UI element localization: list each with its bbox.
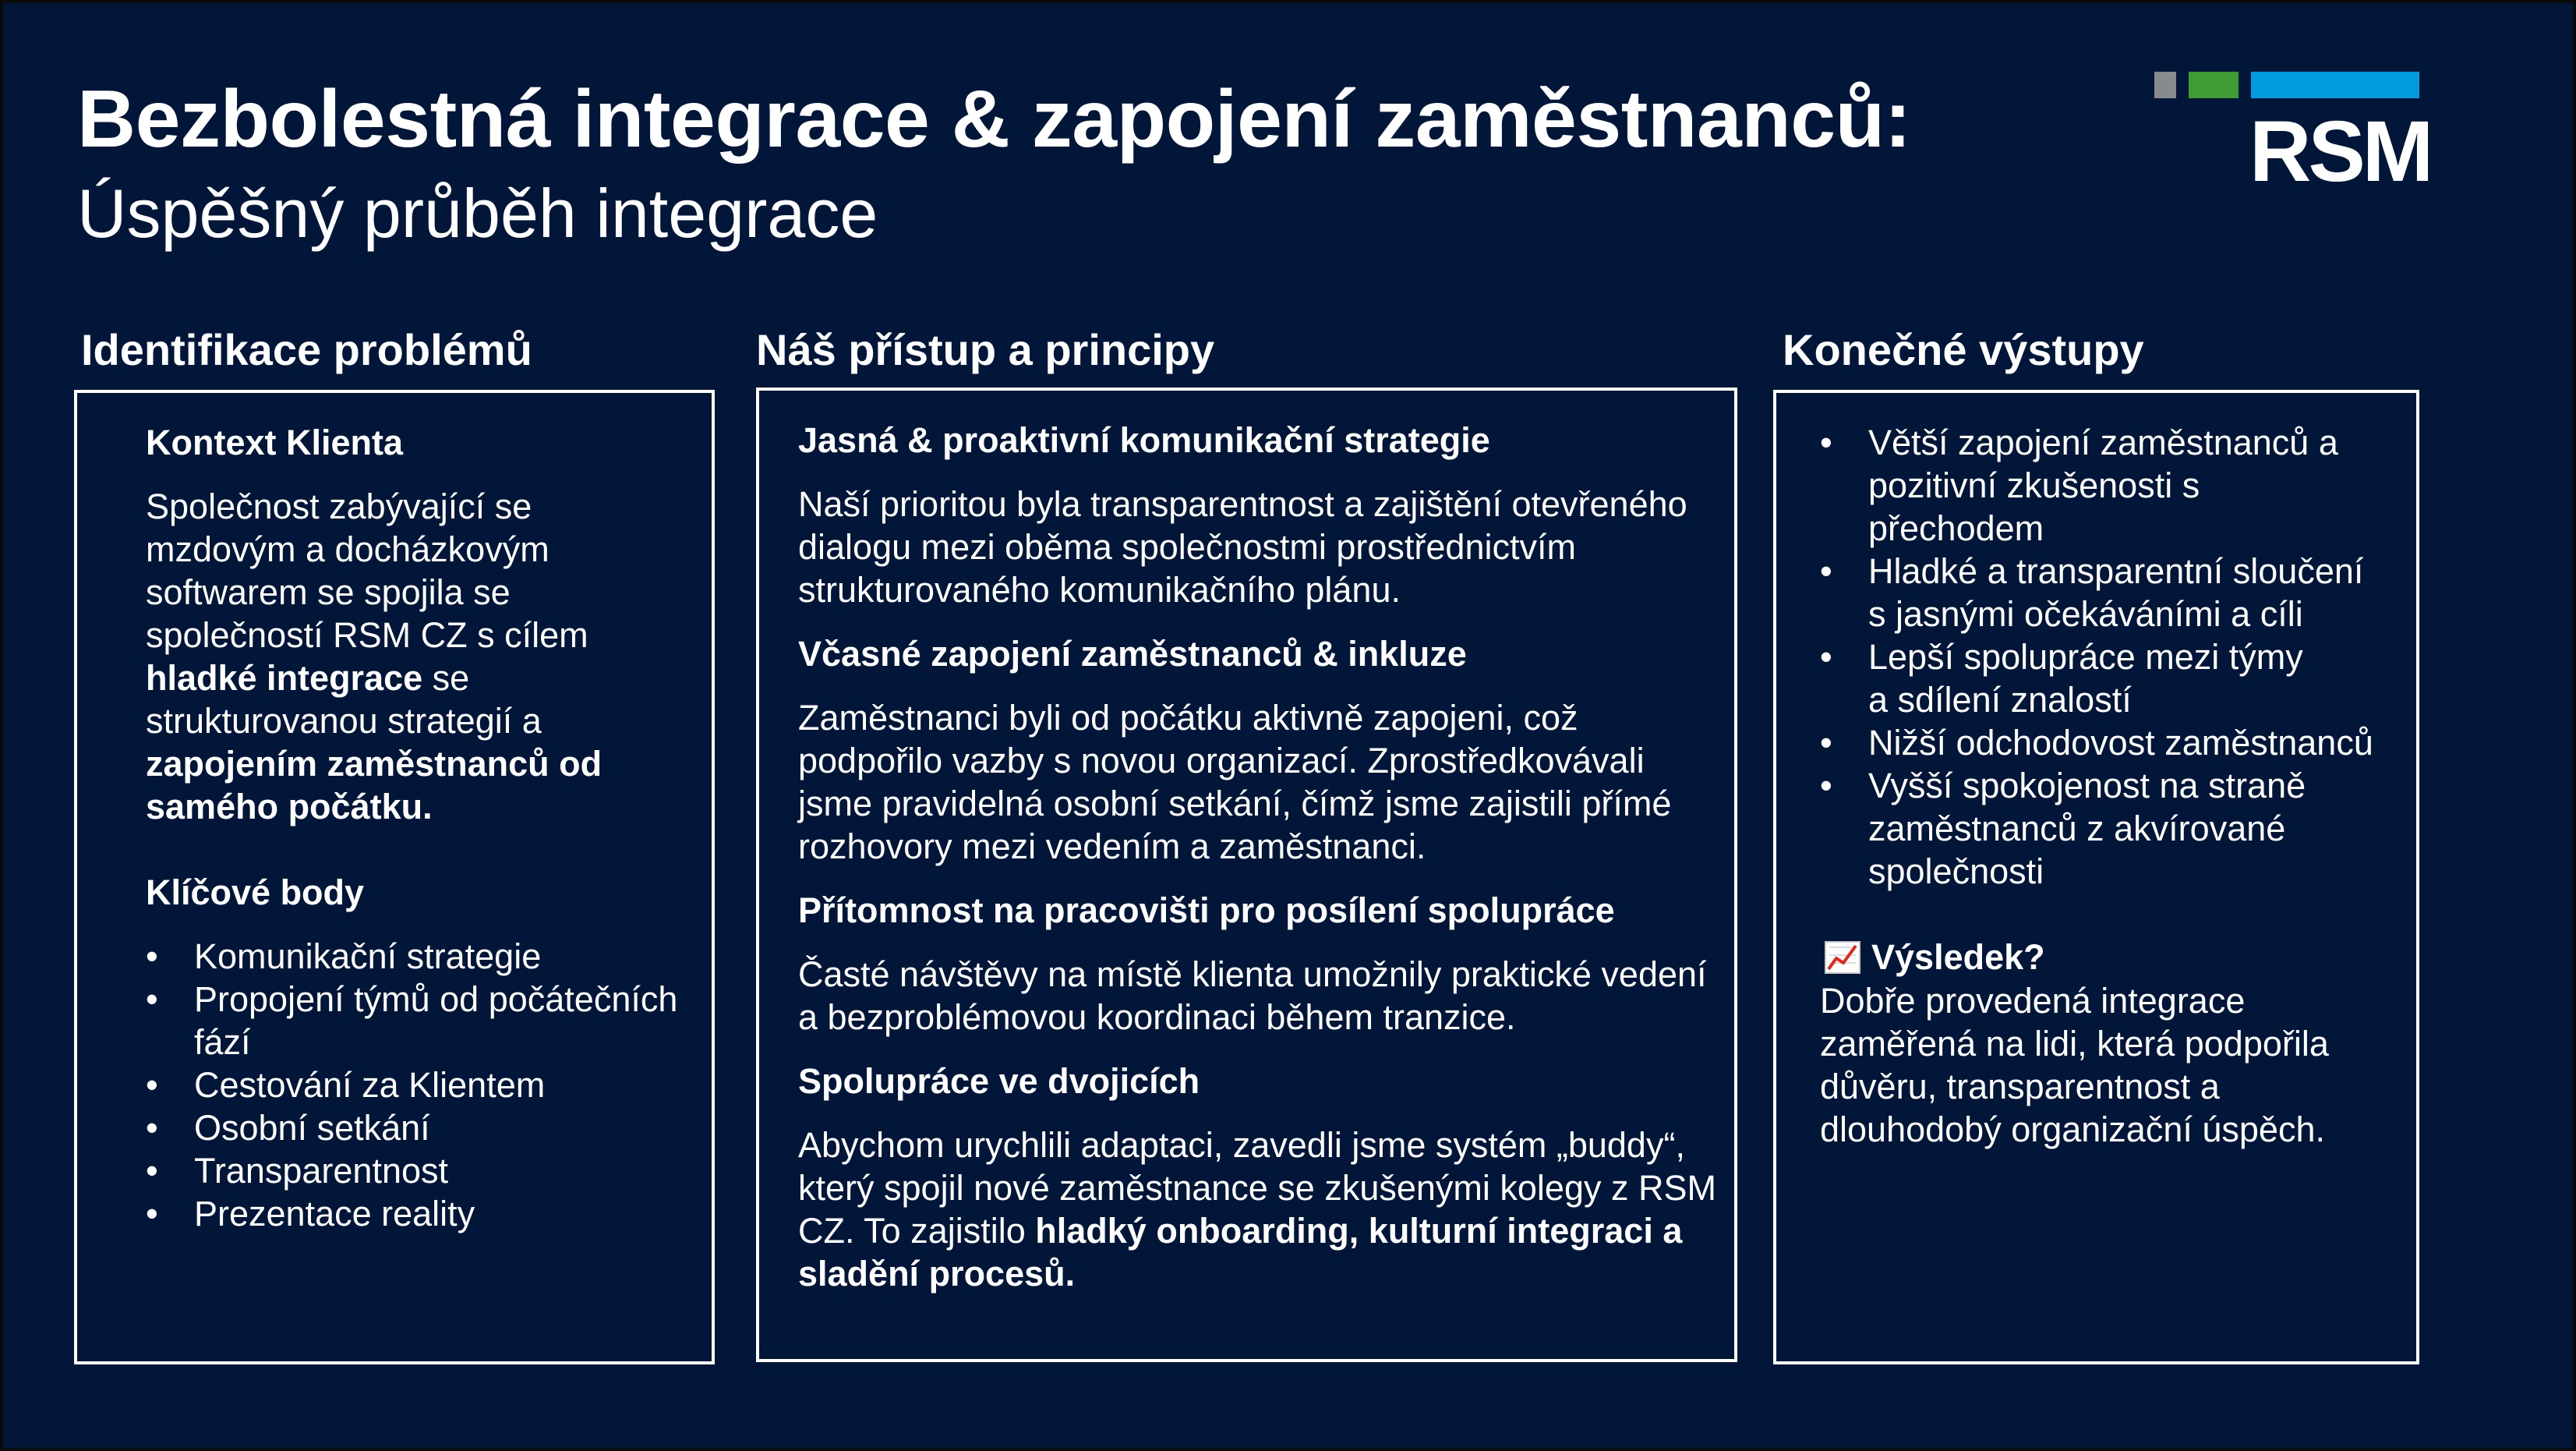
list-item: • Nižší odchodovost zaměstnanců — [1820, 723, 2373, 763]
list-item: • Prezentace reality — [146, 1194, 475, 1233]
list-item: • Propojení týmů od počátečních — [146, 979, 678, 1019]
list-item: • Vyšší spokojenost na straně — [1820, 766, 2306, 805]
list-item-continuation: přechodem — [1868, 508, 2044, 548]
list-item: • Komunikační strategie — [146, 936, 542, 976]
approach-section-text: Abychom urychlili adaptaci, zavedli jsme systém „buddy“, který spojil nové zaměstnance se zkušenými kolegy z RSM CZ. To zajistilo hladký onboarding, kulturní integraci a sladění procesů. — [798, 1125, 1716, 1294]
problems-box — [74, 390, 715, 1364]
column-heading-approach: Náš přístup a principy — [756, 325, 1215, 374]
outcomes-box — [1773, 390, 2419, 1364]
approach-section-text: Časté návštěvy na místě klienta umožnily praktické vedení a bezproblémovou koordinaci během tranzice. — [798, 954, 1707, 1037]
slide-subtitle: Úspěšný průběh integrace — [77, 175, 878, 252]
chart-increasing-icon — [1825, 941, 1860, 974]
logo-bar-green — [2189, 72, 2239, 98]
list-item: • Lepší spolupráce mezi týmy — [1820, 637, 2303, 677]
approach-section-title: Jasná & proaktivní komunikační strategie — [798, 420, 1490, 460]
logo-bar-blue — [2251, 72, 2419, 98]
logo-bar-grey — [2154, 72, 2176, 98]
list-item-continuation: a sdílení znalostí — [1868, 680, 2132, 720]
key-points-title: Klíčové body — [146, 872, 365, 912]
context-title: Kontext Klienta — [146, 423, 404, 462]
slide-title: Bezbolestná integrace & zapojení zaměstnanců: — [77, 74, 1911, 165]
list-item: • Transparentnost — [146, 1151, 449, 1191]
result-text: Dobře provedená integrace zaměřená na lidi, která podpořila důvěru, transparentnost a dlouhodobý organizační úspěch. — [1820, 981, 2329, 1149]
column-heading-outcomes: Konečné výstupy — [1783, 325, 2144, 374]
logo-wordmark: RSM — [2249, 104, 2431, 200]
list-item: • Osobní setkání — [146, 1108, 430, 1148]
list-item-continuation: s jasnými očekáváními a cíli — [1868, 594, 2303, 634]
column-heading-problems: Identifikace problémů — [81, 325, 532, 374]
context-text: Společnost zabývající se mzdovým a docházkovým softwarem se spojila se společností RSM CZ s cílem hladké integrace se strukturovanou strategií a zapojením zaměstnanců od samého počátku. — [146, 487, 602, 826]
list-item-continuation: společnosti — [1868, 851, 2044, 891]
list-item: • Větší zapojení zaměstnanců a — [1820, 423, 2338, 462]
list-item-continuation: fází — [194, 1022, 251, 1062]
result-heading: Výsledek? — [1825, 936, 2412, 979]
approach-box — [756, 388, 1737, 1362]
key-points-list — [146, 935, 691, 1235]
list-item: • Hladké a transparentní sloučení — [1820, 551, 2364, 591]
approach-section-title: Přítomnost na pracovišti pro posílení spolupráce — [798, 890, 1615, 930]
rsm-logo — [2154, 72, 2431, 200]
approach-section-text: Zaměstnanci byli od počátku aktivně zapojeni, což podpořilo vazby s novou organizací. Zprostředkovávali jsme pravidelná osobní setkání, čímž jsme zajistili přímé rozhovory mezi vedením a zaměstnanci. — [798, 698, 1672, 866]
list-item-continuation: pozitivní zkušenosti s — [1868, 465, 2200, 505]
list-item: • Cestování za Klientem — [146, 1065, 546, 1105]
approach-section-title: Spolupráce ve dvojicích — [798, 1061, 1200, 1101]
list-item-continuation: zaměstnanců z akvírované — [1868, 809, 2286, 848]
outcomes-list — [1820, 421, 2412, 893]
approach-section-title: Včasné zapojení zaměstnanců & inkluze — [798, 634, 1467, 674]
approach-section-text: Naší prioritou byla transparentnost a zajištění otevřeného dialogu mezi oběma společnostmi prostřednictvím strukturovaného komunikačního plánu. — [798, 484, 1687, 610]
